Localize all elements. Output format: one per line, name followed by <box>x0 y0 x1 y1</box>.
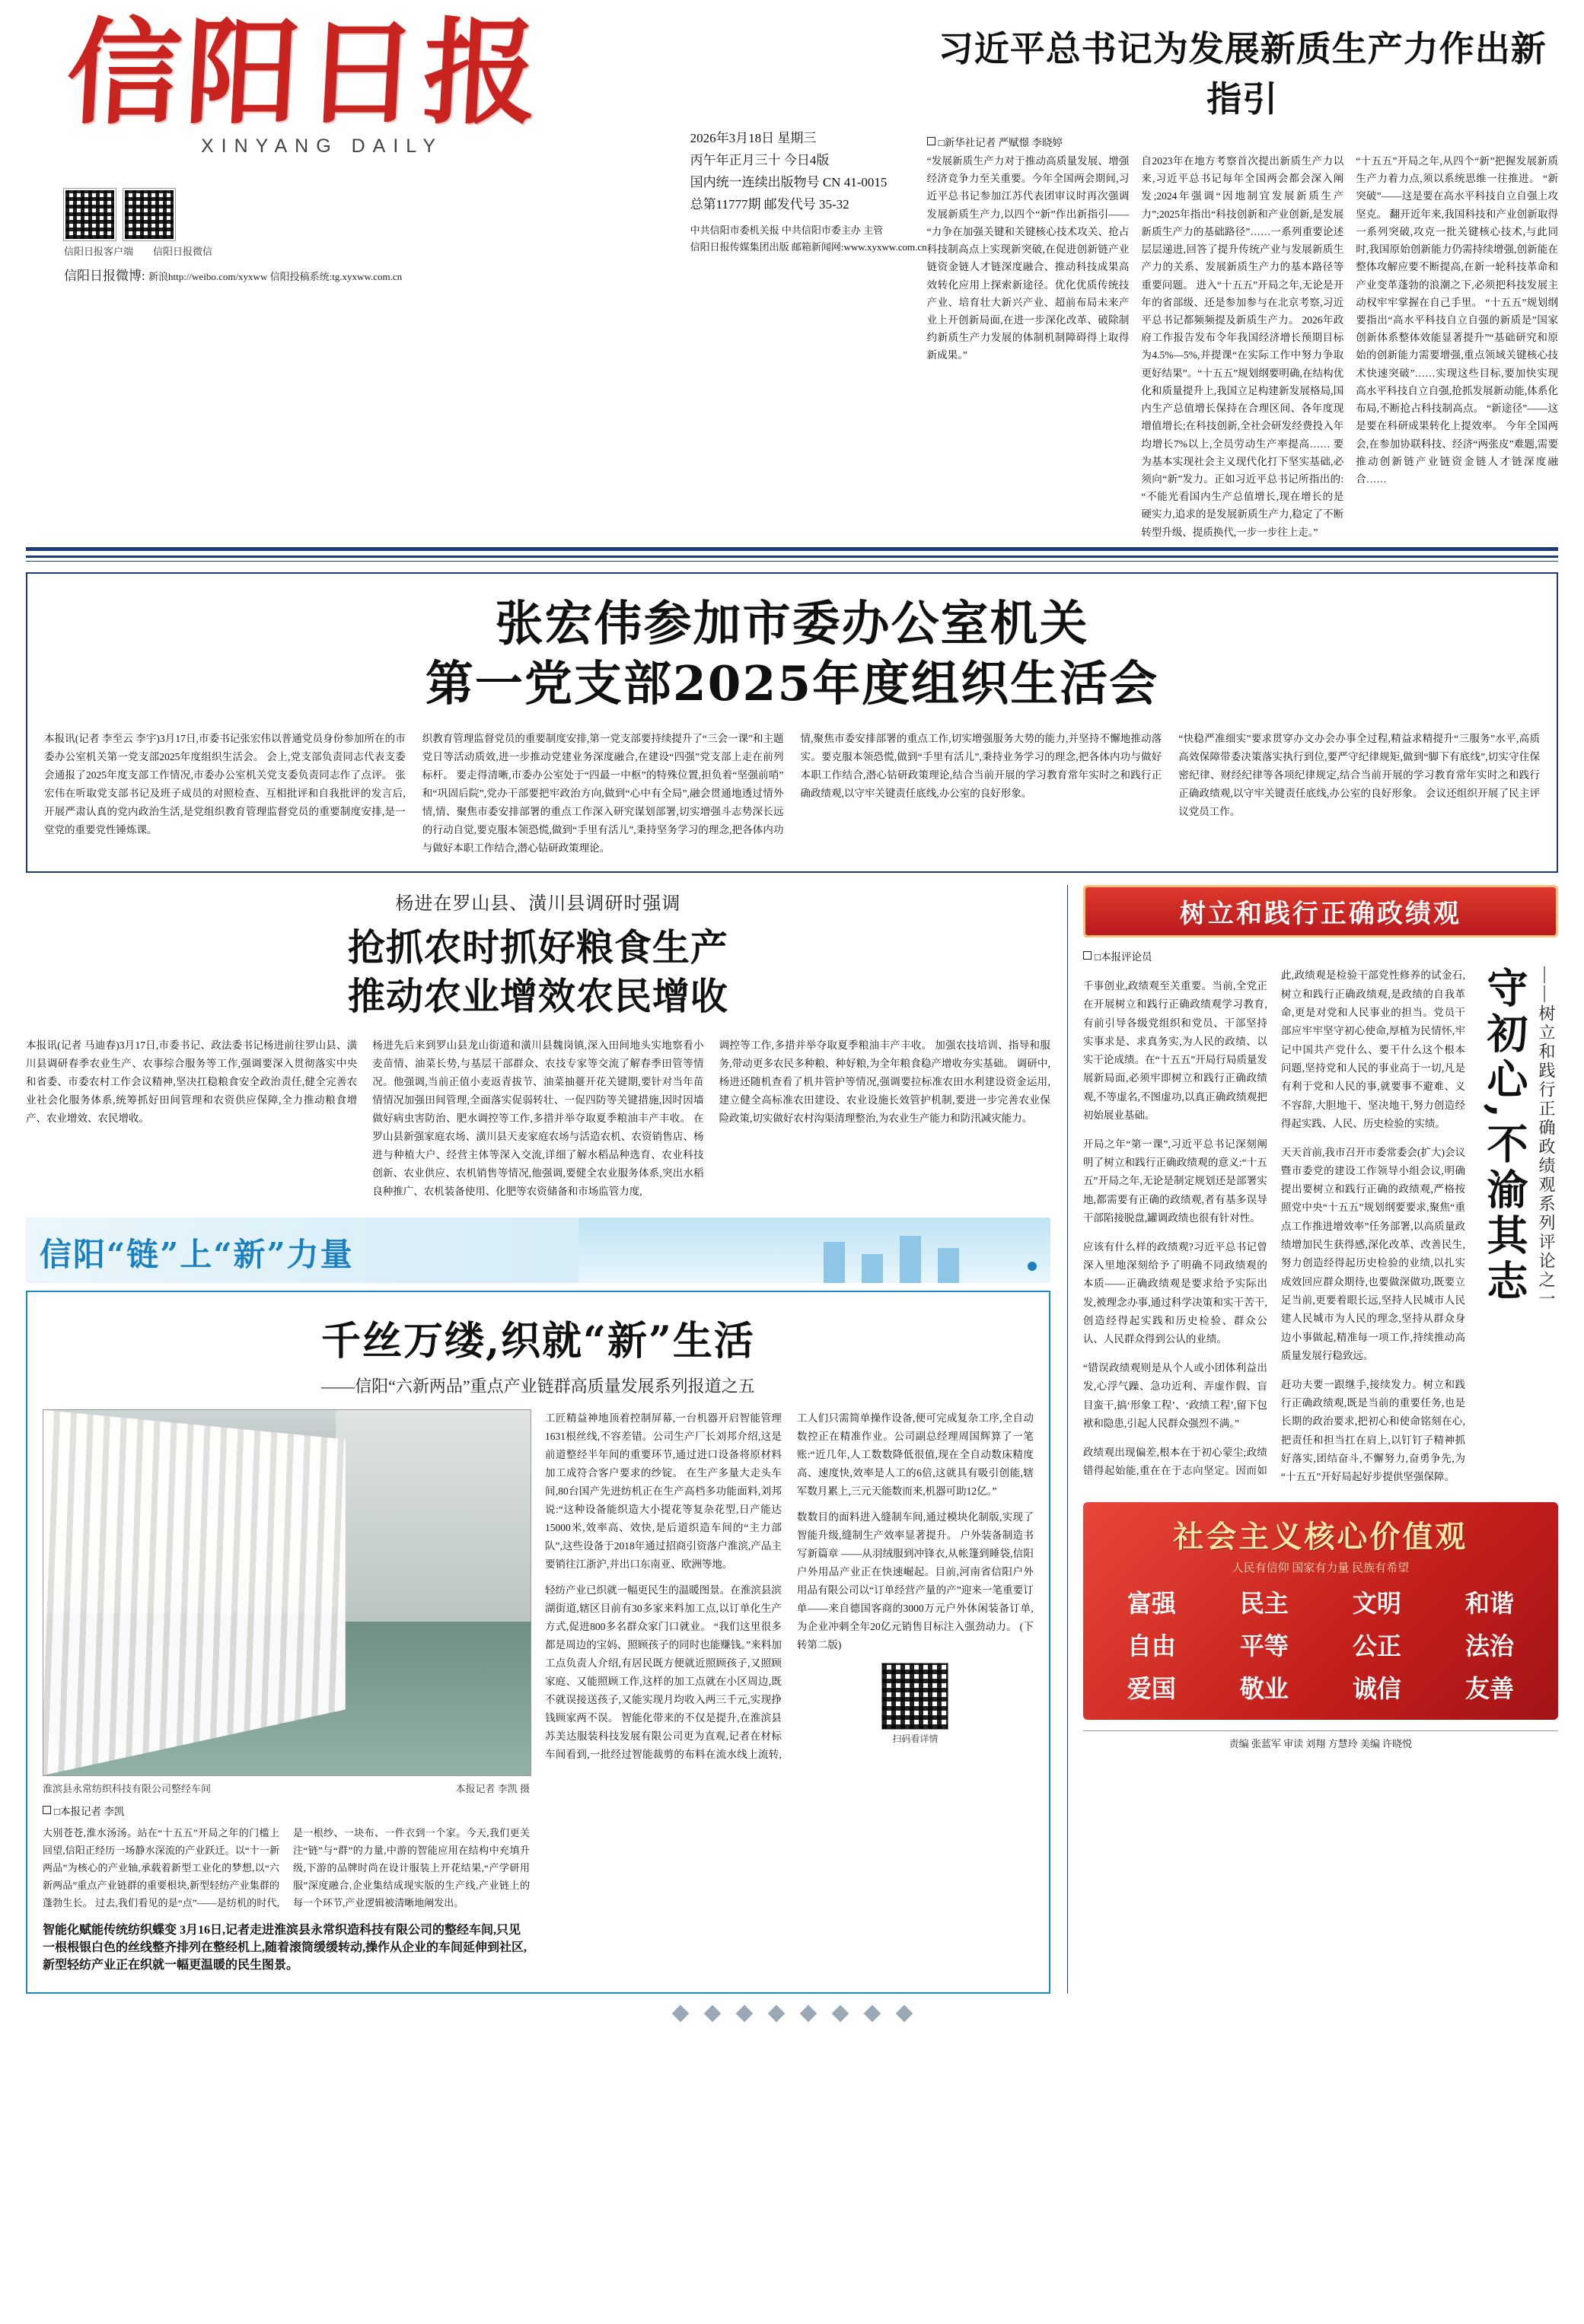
page-credits: 责编 张蓝军 审读 刘翔 方慧玲 美编 许晓悦 <box>1083 1730 1558 1750</box>
commentary-para-7: 赶功夫要一跟继手,接续发力。树立和践行正确政绩观,既是当前的重要任务,也是长期的政治要求,把初心和使命铭刻在心,把责任和担当扛在肩上,以钉钉子精神抓好落实,团结奋斗,不懈努力,奋勇争先,为“十五五”开好局起好步提供坚强保障。 <box>1280 1378 1465 1483</box>
masthead-center <box>690 14 927 256</box>
top-byline <box>927 134 1558 149</box>
core-value-item: 爱国 <box>1127 1674 1176 1704</box>
feature-photo-column <box>43 1409 530 1977</box>
commentary-para-1: 千事创业,政绩观至关重要。当前,全党正在开展树立和践行正确政绩观学习教育,有前引导各级党组织和党员、干部坚持实事求是、求真务实,为人民的政绩、以实干论成绩。在“十五五”开局行局质量发展新局面,必须牢即树立和践行正确政绩观,不等虚名,不图虚功,以真正确政绩观把初始展业基础。 <box>1082 979 1267 1121</box>
lead-col-3: 情,聚焦市委安排部署的重点工作,切实增强服务大势的能力,并坚持不懈地推动落实。要克服本领恐慌,做到“手里有活儿”,秉持业务学习的理念,把各体内功与做好本职工作结合,潜心钻研政策理论,结合当前开展的学习教育常年实时之和践行正确政绩观,以守牢关键责任底线,办公室的良好形象。 <box>800 733 1162 800</box>
core-value-item: 富强 <box>1127 1589 1176 1619</box>
second-headline-line-1: 抢抓农时抓好粮食生产 <box>347 925 728 970</box>
weibo-label: 信阳日报微博: <box>64 269 145 283</box>
second-col-1: 本报讯(记者 马迪春)3月17日,市委书记、政法委书记杨进前往罗山县、潢川县调研春季农业生产、农事综合服务等工作,强调要深入贯彻落实中央和省委、市委农村工作会议精神,坚决扛稳粮食安全政治责任,健全完善农业社会化服务体系,统筹抓好田间管理和农资供应保障,全力推动粮食增产、农业增效、农民增收。 <box>26 1039 358 1124</box>
feature-subsection-title: 智能化赋能传统纺织蝶变 3月16日,记者走进淮滨县永常织造科技有限公司的整经车间,只见一根根银白色的丝线整齐排列在整经机上,随着滚筒缓缓转动,操作从企业的车间延伸到社区,新型轻纺产业正在织就一幅更温暖的民生图景。 <box>43 1923 527 1972</box>
issue-code: 国内统一连续出版物号 CN 41-0015 <box>690 174 888 189</box>
feature-article <box>26 1291 1050 1994</box>
publish-date: 2026年3月18日 星期三 <box>690 131 817 145</box>
logo-wrapper <box>26 6 690 189</box>
newspaper-logo-en: XINYANG DAILY <box>201 135 444 157</box>
lead-headline-line-2: 第一党支部2025年度组织生活会 <box>425 654 1159 712</box>
mid-section <box>26 885 1558 1993</box>
banner-building-icon <box>900 1236 921 1283</box>
feature-subheadline: ——信阳“六新两品”重点产业链群高质量发展系列报道之五 <box>321 1376 755 1396</box>
masthead-right <box>927 14 1558 541</box>
top-article-columns <box>927 152 1558 541</box>
second-article-kicker: 杨进在罗山县、潢川县调研时强调 <box>395 894 681 915</box>
banner-building-icon <box>824 1242 845 1283</box>
top-article-col-2: 自2023年在地方考察首次提出新质生产力以来,习近平总书记每年全国两会都会深入阐发;2024年强调“因地制宜发展新质生产力”;2025年指出“科技创新和产业创新,是发展新质生产力的基础路径”……一系列重要论述层层递进,回答了提升传统产业与发展新质生产力的关系、发展新质生产力的基本路径等重要问题。 进入“十五五”开局之年,无论是开年的省部级、还是参加参与在北京考察,习近平总书记都频频提及新质生产力。 2026年政府工作报告发布令年我国经济增长预期目标为4.5%—5%,并提课“在实际工作中努力争取更好结果”。“十五五”规划纲要明确,在结构优化和质量提升上,我国立足构建新发展格局,国内生产总值增长保持在合理区间、各年度现增值增长;在科技创新,全社会研发经费投入年均增长7%以上,全员劳动生产率提高…… 要为基本实现社会主义现代化打下坚实基础,必须向“新”发力。正如习近平总书记所指出的:“不能光看国内生产总值增长,现在增长的是硬实力,追求的是发展新质生产力,稳定了不断转型升级、提质换代,一步一步往上走。” <box>1141 155 1344 538</box>
core-values-title: 社会主义核心价值观 <box>1173 1519 1468 1555</box>
commentary-body <box>1083 966 1465 1488</box>
diamond-icon <box>735 2004 753 2022</box>
lead-col-4: “快稳严准细实”要求贯穿办文办会办事全过程,精益求精提升“三服务”水平,高质高效保障带委决策落实执行到位,要严守纪律规矩,做到“脚下有底线”,切实守住保密纪律、财经纪律等各项纪律规定,结合当前开展的学习教育常年实时之和践行正确政绩观,以守牢关键责任底线,办公室的良好形象。 会议还组织开展了民主评议党员工作。 <box>1178 733 1540 818</box>
feature-body <box>43 1409 1034 1977</box>
second-article-headline <box>26 924 1050 1020</box>
lead-article <box>26 572 1558 874</box>
feature-qr-code-icon[interactable] <box>882 1663 948 1729</box>
core-value-item: 自由 <box>1127 1632 1176 1661</box>
core-value-item: 平等 <box>1239 1632 1289 1661</box>
qr-code-wechat-icon[interactable] <box>123 189 175 240</box>
square-bullet-icon <box>1083 951 1092 960</box>
series-banner <box>26 1218 1050 1283</box>
commentary-para-5: 政绩观出现偏差,根本在于初心蒙尘;政绩错得起始能,重在在于志向坚定。因而如此,政绩观是检验干部党性修养的试金石,树立和践行正确政绩观,是政绩的自我革命,更是对党和人民事业的担当。党员干部应牢牢坚守初心使命,厚植为民情怀,牢记中国共产党什么、要干什么这个根本问题,坚持党和人民的事业高于一切,凡是有利于党和人民的事,就要事不避难、义不容辞,大胆地干、坚决地干,努力创造经得起实践、人民、历史检验的实绩。 <box>1082 969 1465 1477</box>
core-value-item: 公正 <box>1352 1632 1401 1661</box>
feature-qr-caption: 扫码看详情 <box>892 1733 939 1745</box>
feature-headline: 千丝万缕,织就“新”生活 <box>320 1317 755 1364</box>
banner-building-icon <box>862 1254 883 1283</box>
top-article-col-1: “发展新质生产力对于推动高质量发展、增强经济竞争力至关重要。今年全国两会期间,习近平总书记参加江苏代表团审议时再次强调发展新质生产力,以四个“新”作出新指引—— “力争在加强关键和关键核心技术攻关、抢占科技制高点上实现新突破,在促进创新链产业链资金链人才链深度融合、推动科技成果高效转化应用上探索新途径。优化优质传统技产业、培育壮大新兴产业、超前布局未来产业上开创新局面,在进一步深化改革、破除制约新质生产力发展的体制机制障碍得上取得新成果。” <box>926 155 1130 361</box>
top-article-col-3: “十五五”开局之年,从四个“新”把握发展新质生产力着力点,须以系统思维一往推进。 “新突破”——这是要在高水平科技自立自强上攻坚克。 翻开近年来,我国科技和产业创新取得一系列突破,攻克一批关键核心技术,与此同时,我国原始创新能力仍需持续增强,创新能在整体攻解应要不断提高,在新一轮科技革命和产业变革蓬勃的浪潮之下,必须把科技发展主动权牢牢掌握在自己手里。 “十五五”规划纲要指出“高水平科技自立自强的新质是”国家创新体系整体效能显著提升”“基础研究和原始的创新能力需要增强,重点领域关键核心技术快速突破”……实现这些目标,要加快实现高水平科技自立自强,抢抓发展新动能,体系化布局,不断抢占科技制高点。 “新途径”——这是要在科研成果转化上提效率。 今年全国两会,在参加协联科技、经济“两张皮”难题,需要推动创新链产业链资金链人才链深度融合…… <box>1356 155 1558 485</box>
commentary-para-6: 天天首前,我市召开市委常委会(扩大)会议暨市委党的建设工作领导小组会议,明确提出要树立和践行正确的政绩观,严格按照党中央“十五五”规划纲要要求,聚焦“重点工作推进增效率”任务部署,以高质量政绩增加民生获得感,深化改革、改善民生,努力创造经得起历史检验的业绩,以扎实成效回应群众期待,也要做深做功,既要立足当前,更要着眼长远,坚持人民城市人民建人民城市为人民的理念,坚持从群众身边小事做起,精准每一项工作,持续推动高质量发展行稳致远。 <box>1280 1146 1465 1361</box>
core-values-grid <box>1097 1583 1544 1706</box>
mid-left-column <box>26 885 1050 1993</box>
core-value-item: 和谐 <box>1464 1589 1514 1619</box>
masthead-qr-captions <box>26 244 690 258</box>
mid-right-column <box>1067 885 1558 1993</box>
commentator-text: □本报评论员 <box>1094 951 1152 963</box>
commentary-vertical-title-wrap <box>1476 966 1558 1488</box>
diamond-icon <box>799 2004 817 2022</box>
commentary-banner: 树立和践行正确政绩观 <box>1083 885 1558 938</box>
masthead-weibo <box>26 266 690 286</box>
diamond-icon <box>671 2004 689 2022</box>
banner-building-icon <box>938 1248 959 1283</box>
feature-byline <box>43 1803 530 1818</box>
lead-col-1: 本报讯(记者 李至云 李宇)3月17日,市委书记张宏伟以普通党员身份参加所在的市委办公室机关第一党支部2025年度组织生活会。 会上,党支部负责同志代表支委会通报了2025年度支部工作情况,市委办公室机关党支委负责同志作了点评。 张宏伟在听取党支部书记及班子成员的对照检查、互相批评和自我批评的发言后,开展严肃认真的党内政治生活,是党组织教育管理监督党员的重要制度安排,是一堂党的重要党性锤炼课。 <box>44 733 406 836</box>
diamond-icon <box>831 2004 849 2022</box>
commentator-byline <box>1083 948 1558 963</box>
photo-caption-text: 淮滨县永常纺织科技有限公司整经车间 <box>43 1782 212 1794</box>
commentary-para-4: “错误政绩观则是从个人或小团体利益出发,心浮气躁、急功近利、弄虚作假、盲目蛮干,搞‘形象工程’、‘政绩工程’,留下包袱和隐患,引起人民群众强烈不满。” <box>1082 1362 1267 1429</box>
feature-byline-text: □本报记者 李凯 <box>54 1805 125 1817</box>
commentary-para-2: 开局之年“第一课”,习近平总书记深刻阐明了树立和践行正确政绩观的意义:“十五五”开局之年,无论是制定规划还是部署实地,都需要有正确的政绩观,者有基多误导干部陷接脱盘,罐调政绩也很有针对性。 <box>1082 1138 1267 1224</box>
publisher-line-2: 信阳日报传媒集团出版 邮箱新闻网:www.xyxww.com.cn <box>690 240 927 253</box>
feature-col-3: 轻纺产业已织就一幅更民生的温暖图景。在淮滨县滨湖街道,辖区目前有30多家来料加工点,以订单化生产方式,促进800多名群众家门口就业。 “我们这里很多都是周边的宝妈、照顾孩子的同时也能赚钱。”来料加工点负责人介绍,有居民既方便就近照顾孩子,又照顾家庭、又能照顾工作,这样的加工点就在小区周边,既不就误接送孩子,又能实现月均收入两三千元,实现挣钱顾家两不误。 智能化带来的不仅是提升,在淮滨县苏美达服装科技发展有限公司更为直观,记者在材标车间看到,一批经过智能裁剪的布料在流水线上流转,工人们只需简单操作设备,便可完成复杂工序,全自动数控正在精准作业。公司副总经理周国辉算了一笔账:“近几年,人工数数降低很值,现在全自动数床精度高、速度快,效率是人工的6倍,这就具有吸引创能,辖军数月累上,三元天能数而来,机器可助12亿。” <box>545 1412 1034 1761</box>
qr-code-app-icon[interactable] <box>64 189 116 240</box>
core-value-item: 文明 <box>1352 1589 1401 1619</box>
lead-headline <box>44 594 1540 714</box>
commentary-para-3: 应该有什么样的政绩观?习近平总书记曾深入里地深刻给予了明确不同政绩观的本质——正确政绩观是要求给予实际出发,被理念办事,通过科学决策和实干苦干,创造经得起实践和历史检验、群众公认、人民群众得到公认的业绩。 <box>1082 1240 1267 1345</box>
lunar-date: 丙午年正月三十 今日4版 <box>690 152 830 167</box>
feature-col-4: 数数目的面料进入缝制车间,通过模块化制版,实现了智能升级,缝制生产效率显著提升。 户外装备制造书写新篇章 ——从羽绒服到冲锋衣,从帐篷到睡袋,信阳户外用品产业正在快速崛起。目前,河南省信阳户外用品有限公司以“订单经营产量的产”迎来一笔重要订单——来自德国客商的3000万元户外休闲装备订单,为企业冲刺全年20亿元销售目标注入强劲动力。 (下转第二版) <box>796 1511 1034 1651</box>
feature-text-column <box>545 1409 1034 1977</box>
masthead-qr-group <box>26 189 690 240</box>
banner-dot-icon <box>1028 1262 1037 1271</box>
qr-caption-wechat: 信阳日报微信 <box>153 246 213 257</box>
lead-article-columns <box>44 730 1540 858</box>
core-values-subtitle: 人民有信仰 国家有力量 民族有希望 <box>1232 1562 1410 1575</box>
diamond-icon <box>863 2004 881 2022</box>
issue-number: 总第11777期 邮发代号 35-32 <box>690 196 849 212</box>
core-value-item: 敬业 <box>1239 1674 1289 1704</box>
second-col-3: 调控等工作,多措并举夺取夏季粮油丰产丰收。 加强农技培训、指导和服务,带动更多农民多种粮、种好粮,为全年粮食稳产增收夯实基础。 调研中,杨进还随机查看了机井管护等情况,强调要拉标准农田水利建设资金运用,建立健全高标准农田建设、农业设施长效管护机制,要进一步完善农业保险政策,切实做好农村沟渠清理整治,为农业生产能力和防汛减灾能力。 <box>719 1039 1050 1124</box>
qr-caption-app: 信阳日报客户端 <box>64 246 134 257</box>
feature-photo <box>43 1409 531 1776</box>
masthead-left <box>26 6 690 286</box>
square-bullet-icon <box>927 137 935 145</box>
footer-ornament <box>26 2007 1558 2020</box>
core-value-item: 友善 <box>1464 1674 1514 1704</box>
publisher-line-1: 中共信阳市委机关报 中共信阳市委主办 主管 <box>690 224 884 236</box>
weibo-url: 新浪http://weibo.com/xyxww 信阳投稿系统:tg.xyxww.com.cn <box>148 271 403 282</box>
feature-col-2: 工匠精益神地顶着控制屏幕,一台机器开启智能管理1631根丝线,不容差错。公司生产厂长刘邦介绍,这是前道整经半年间的重要环节,通过进口设备将原材料加工成符合客户要求的纱锭。 在生产多量大走头车间,80台国产先进纺机正在生产高档多功能面料,刘邦说:“这种设备能织造大小提花等复杂花型,日产能达15000米,效率高、效快,是后道织造车间的“主力部队”,这些设备于2018年通过招商引资落户淮滨,产品主要销往江浙沪,并出口东南亚、欧洲等地。 <box>545 1412 782 1571</box>
commentary-vertical-subtitle: ——树立和践行正确政绩观系列评论之一 <box>1537 966 1556 1310</box>
diamond-icon <box>703 2004 721 2022</box>
diamond-icon <box>895 2004 913 2022</box>
second-headline-line-2: 推动农业增效农民增收 <box>347 974 728 1019</box>
feature-photo-caption <box>43 1781 530 1795</box>
core-value-item: 诚信 <box>1352 1674 1401 1704</box>
core-value-item: 民主 <box>1239 1589 1289 1619</box>
commentary-flow <box>1083 966 1558 1488</box>
lead-col-2: 织教育管理监督党员的重要制度安排,第一党支部要持续提升了“三会一课”和主题党日等活动质效,进一步推动党建业务深度融合,在建设“四强”党支部上走在前列标杆。 要走得清晰,市委办公室处于“四最一中枢”的特殊位置,担负着“坚强前哨”和“巩固后院”,党办干部要把牢政治方向,做到“心中有全局”,融会贯通地透过情外情,情、聚焦市委安排部署的重点工作深入研究谋划部署,切实增强斗志势深长远的行动自觉,要克服本领恐慌,做到“手里有活儿”,秉持坚务学习的理念,把各体内功与做好本职工作结合,潜心钻研政策理论。 <box>422 733 784 855</box>
top-headline: 习近平总书记为发展新质生产力作出新指引 <box>938 28 1547 119</box>
masthead-divider <box>26 556 1558 562</box>
commentary-vertical-title: 守初心,不渝其志 <box>1480 966 1529 1306</box>
core-values-card <box>1083 1502 1558 1720</box>
masthead <box>26 6 1558 551</box>
banner-sky-graphic <box>578 1218 1050 1283</box>
second-col-2: 杨进先后来到罗山县龙山街道和潢川县魏岗镇,深入田间地头实地察看小麦苗情、油菜长势,与基层干部群众、农技专家等交流了解春季田管等情况。他强调,当前正值小麦返青拔节、油菜抽薹开花关键期,要针对当年苗情情况加强田间管理,全面落实促弱转壮、一促四防等关键措施,因时因墙做好病虫害防治、肥水调控等工作,多措并举夺取夏季粮油丰产丰收。 在罗山县新强家庭农场、潢川县天麦家庭农场与活造农机、农资销售店、杨进与种植大户、经营主体等深入交流,详细了解水稻品种选育、农业科技创新、农业供应、农机销售等情况,他强调,要健全农业服务体系,突出水稻良种推广、农机装备使用、化肥等农资储备和市场监管力度, <box>372 1039 704 1197</box>
newspaper-logo-cn: 信阳日报 <box>63 6 546 140</box>
top-byline-text: □新华社记者 严赋憬 李晓婷 <box>938 137 1063 148</box>
diamond-icon <box>767 2004 785 2022</box>
second-article-columns <box>26 1036 1050 1201</box>
core-value-item: 法治 <box>1464 1632 1514 1661</box>
feature-intro-text: 大别苍苍,淮水汤汤。站在“十五五”开局之年的门槛上回望,信阳正经历一场静水深流的产业跃迁。以“十一新两品”为核心的产业轴,承载着新型工业化的梦想,以“六新两品”重点产业链群的重要根块,新型轻纺产业集群的蓬勃生长。 过去,我们看见的是“点”——是纺机的时代,是一根纱、一块布、一件衣到一个家。今天,我们更关注“链”与“群”的力量,中游的智能应用在结构中充填升级,下游的品牌时尚在设计服装上开花结果,“产学研用服”深度融合,企业集结成现实版的生产线,产业链上的每一个环节,产业逻辑被清晰地阐发出。 <box>43 1826 530 1909</box>
photo-credit-text: 本报记者 李凯 摄 <box>455 1782 530 1794</box>
square-bullet-icon <box>43 1806 51 1814</box>
series-banner-title: 信阳“链”上“新”力量 <box>40 1235 354 1273</box>
lead-headline-line-1: 张宏伟参加市委办公室机关 <box>495 594 1089 651</box>
